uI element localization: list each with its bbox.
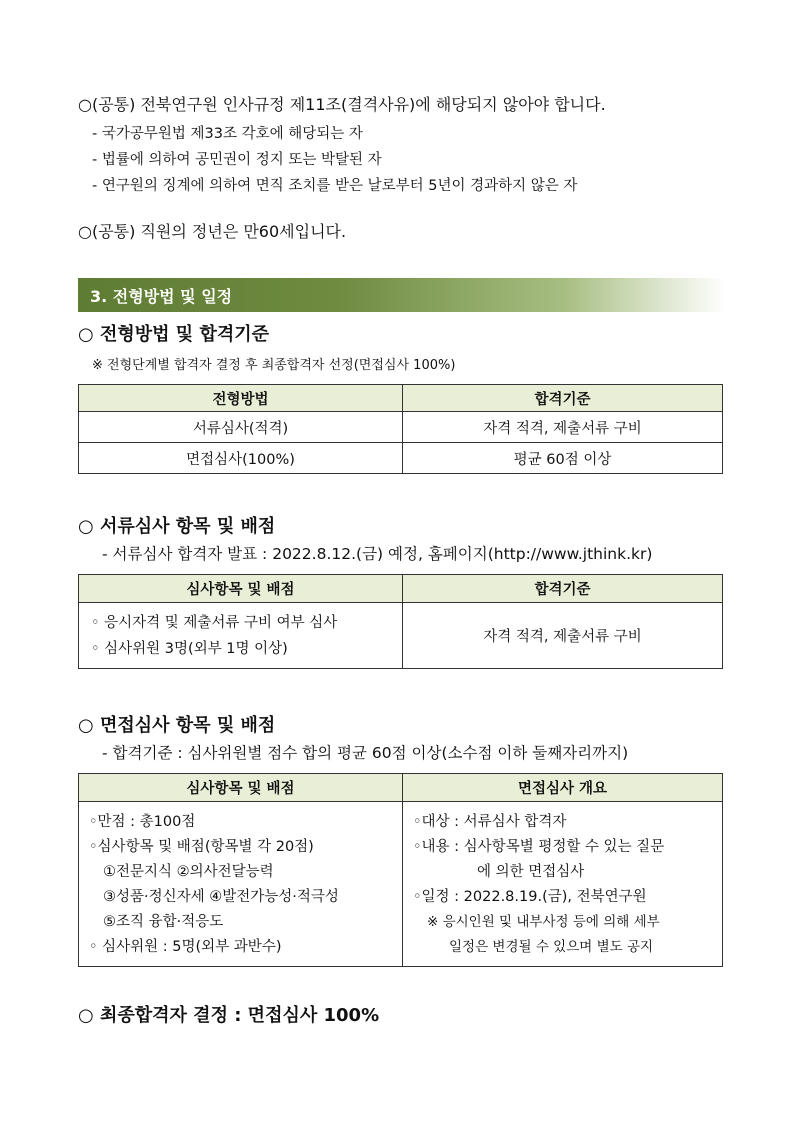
table-header: 심사항목 및 배점 xyxy=(79,774,403,802)
list-item: ◦대상 : 서류심사 합격자 xyxy=(413,814,567,830)
table-header: 심사항목 및 배점 xyxy=(79,575,403,603)
method-heading: ○ 전형방법 및 합격기준 xyxy=(78,324,269,345)
eligibility-item: - 법률에 의하여 공민권이 정지 또는 박탈된 자 xyxy=(92,152,382,168)
interview-note: - 합격기준 : 심사위원별 점수 합의 평균 60점 이상(소수점 이하 둘째자리까지) xyxy=(102,744,629,762)
section-title: 3. 전형방법 및 일정 xyxy=(90,287,233,306)
interview-heading: ○ 면접심사 항목 및 배점 xyxy=(78,715,276,736)
table-row xyxy=(79,802,723,967)
table-cell: 평균 60점 이상 xyxy=(403,443,723,474)
list-item: 일정은 변경될 수 있으며 별도 공지 xyxy=(449,939,654,955)
list-item: ◦ 응시자격 및 제출서류 구비 여부 심사 xyxy=(91,614,338,631)
table-cell: 면접심사(100%) xyxy=(79,443,403,474)
list-item: ※ 응시인원 및 내부사정 등에 의해 세부 xyxy=(427,914,660,930)
list-item: ③성품·정신자세 ④발전가능성·적극성 xyxy=(103,889,339,905)
table-header: 합격기준 xyxy=(403,385,723,412)
method-table xyxy=(78,384,723,474)
retirement-note: ○(공통) 직원의 정년은 만60세입니다. xyxy=(78,222,347,241)
table-cell xyxy=(79,802,403,967)
table-row xyxy=(79,603,723,669)
eligibility-item: - 연구원의 징계에 의하여 면직 조치를 받은 날로부터 5년이 경과하지 않은 자 xyxy=(92,178,578,194)
final-heading: ○ 최종합격자 결정 : 면접심사 100% xyxy=(78,1005,380,1026)
list-item: ◦ 심사위원 3명(외부 1명 이상) xyxy=(91,640,288,657)
list-item: ◦ 심사위원 : 5명(외부 과반수) xyxy=(89,939,282,955)
list-item: ⑤조직 융합·적응도 xyxy=(103,914,224,930)
table-header: 면접심사 개요 xyxy=(403,774,723,802)
eligibility-item: - 국가공무원법 제33조 각호에 해당되는 자 xyxy=(92,126,363,142)
list-item: ①전문지식 ②의사전달능력 xyxy=(103,864,274,880)
table-cell xyxy=(79,603,403,669)
section-banner xyxy=(78,278,726,312)
interview-table xyxy=(78,773,723,967)
table-cell xyxy=(403,802,723,967)
list-item: ◦만점 : 총100점 xyxy=(89,814,196,830)
table-row xyxy=(79,412,723,443)
table-header: 합격기준 xyxy=(403,575,723,603)
document-review-table xyxy=(78,574,723,669)
table-cell: 자격 적격, 제출서류 구비 xyxy=(403,603,723,669)
method-note: ※ 전형단계별 합격자 결정 후 최종합격자 선정(면접심사 100%) xyxy=(92,358,456,373)
list-item: ◦심사항목 및 배점(항목별 각 20점) xyxy=(89,839,314,855)
list-item: ◦일정 : 2022.8.19.(금), 전북연구원 xyxy=(413,889,647,905)
table-cell: 자격 적격, 제출서류 구비 xyxy=(403,412,723,443)
table-header: 전형방법 xyxy=(79,385,403,412)
list-item: ◦내용 : 심사항목별 평정할 수 있는 질문 xyxy=(413,839,665,855)
table-row xyxy=(79,443,723,474)
table-cell: 서류심사(적격) xyxy=(79,412,403,443)
eligibility-main: ○(공통) 전북연구원 인사규정 제11조(결격사유)에 해당되지 않아야 합니다. xyxy=(78,95,606,114)
document-review-note: - 서류심사 합격자 발표 : 2022.8.12.(금) 예정, 홈페이지(http://www.jthink.kr) xyxy=(102,545,653,563)
document-review-heading: ○ 서류심사 항목 및 배점 xyxy=(78,516,276,537)
list-item: 에 의한 면접심사 xyxy=(477,864,585,880)
